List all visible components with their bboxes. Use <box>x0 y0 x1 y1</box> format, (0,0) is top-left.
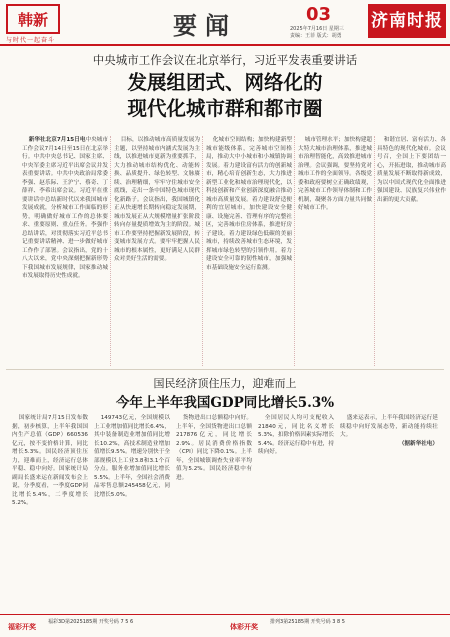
second-column-3 <box>176 414 252 612</box>
lead-headline-line-1: 发展组团式、网络化的 <box>127 71 323 94</box>
logo-slogan: 与时代一起奋斗 <box>6 37 56 44</box>
masthead-divider <box>0 44 450 46</box>
lead-column-3-text: 化城市空间结构；加快构建新型城市能级体系，完善城市空间格局，推动大中小城市和小城镇协调发展。着力建设富有活力的创新城市，精心培育创新生态，大力推进新型工业化和城市治理现代化，以科技创新和产业创新深度融合推动城市高质量发展。着力建设舒适便利的宜居城市，加快建设安全健康、设施完善、管理有序的完整社区，完善城市住房体系，推进好房子建设。着力建设绿色低碳的美丽城市，持续改善城市生态环境，发挥城市绿色转型的引领作用。着力建设安全可靠的韧性城市，加强城市基础设施安全运行监测。 <box>206 137 292 271</box>
page-number: 03 <box>306 4 332 25</box>
section-title: 要闻 <box>173 12 237 40</box>
second-kicker: 国民经济顶住压力，迎难而上 <box>153 377 297 390</box>
lead-column-1 <box>22 136 108 368</box>
lead-column-5-text: 和谐宜居、富有活力、各具特色的现代化城市。会议号召，全国上下要团结一心，开拓进取，推动城市高质量发展不断取得新成效，为以中国式现代化全面推进强国建设、民族复兴伟业作出新的更大贡献。 <box>377 137 446 203</box>
second-column-1-text: 国家统计局7月15日发布数据，初步核算，上半年我国国内生产总值（GDP）660536亿元，按不变价格计算，同比增长5.3%。国民经济顶住压力，迎难而上，经济运行总体平稳、稳中向好。国家统计局副局长盛来运在新闻发布会上说，分季度看，一季度GDP同比增长5.4%，二季度增长5.2%。 <box>12 415 88 506</box>
sports-lottery-results: 排列3第25185期 开奖号码 3 8 5 <box>270 619 345 625</box>
dateline: 新华社北京7月15日电 <box>28 137 86 143</box>
lead-column-5 <box>377 136 446 368</box>
column-divider <box>202 136 203 366</box>
second-column-2-text: 149743亿元，全国规模以上工业增加值同比增长6.4%，其中装备制造业增加值同比增长10.2%，高技术制造业增加值增长9.5%。增速分别快于全部规模以上工业3.8和3.1个百分点。服务业增加值同比增长5.5%。上半年，全国社会消费品零售总额245458亿元，同比增长5.0%。 <box>94 415 170 498</box>
newspaper-logo: 韩新 <box>6 4 60 34</box>
column-divider <box>294 136 295 366</box>
issue-date: 2025年7月16日 星期三 <box>290 26 344 32</box>
welfare-lottery-results: 福彩3D第2025185期 开奖号码 7 5 6 <box>48 619 134 625</box>
lead-column-4-text: 城市管理水平；加快构建超大特大城市治理体系，推进城市治理智能化，高效推进城市治理。会议强调，要坚持党对城市工作的全面领导。各级党委和政府要树立正确政绩观，完善城市工作领导体制和工作机制，凝聚各方面力量共同做好城市工作。 <box>298 137 372 211</box>
lead-headline <box>0 70 450 122</box>
lead-column-4 <box>298 136 372 368</box>
second-column-1 <box>12 414 88 612</box>
lead-column-2-text: 目标，以推动城市高质量发展为主题，以坚持城市内涵式发展为主线，以推进城市更新为重要抓手，大力推动城市结构优化、动能转换、品质提升、绿色转型、文脉赓续、治理精细，牢牢守住城市安全底线，走出一条中国特色城市现代化新路子。会议指出，我国城镇化正从快速增长期转向稳定发展期，城市发展正从大规模增量扩张阶段转向存量提质增效为主的阶段。城市工作要坚持把握新发展阶段，转变城市发展方式。要牢牢把握人民城市的根本属性，更好满足人民群众对美好生活的需要。 <box>114 137 200 262</box>
column-divider <box>110 136 111 366</box>
second-column-2 <box>94 414 170 612</box>
sports-lottery-label: 体彩开奖 <box>230 623 258 631</box>
lead-column-2 <box>114 136 200 368</box>
lead-headline-line-2: 现代化城市群和都市圈 <box>127 97 323 120</box>
second-column-5 <box>340 414 438 612</box>
second-column-4-text: 全国居民人均可支配收入21840元，同比名义增长5.3%，扣除价格因素实际增长5.4%。经济运行稳中有进，持续向好。 <box>258 415 334 455</box>
editor-credit: 责编：王菲 版式：胡勇 <box>290 33 342 39</box>
brand-logo: 济南时报 <box>368 4 446 38</box>
lottery-footer <box>0 614 450 637</box>
second-column-3-text: 货物进出口总额稳中向好。上半年，全国货物进出口总额217876亿元，同比增长2.9%。居民消费价格指数（CPI）同比下降0.1%。上半年，全国城镇调查失业率平均值为5.2%。国民经济稳中有进。 <box>176 415 252 481</box>
welfare-lottery-label: 福彩开奖 <box>8 623 36 631</box>
masthead <box>0 0 450 46</box>
second-headline: 今年上半年我国GDP同比增长5.3% <box>115 395 335 411</box>
second-column-5-text: 盛来运表示，上半年我国经济运行延续稳中向好发展态势，新动能持续壮大。 <box>340 415 438 438</box>
lead-column-1-text: 中央城市工作会议7月14日至15日在北京举行。中共中央总书记、国家主席、中央军委主席习近平出席会议并发表重要讲话。中共中央政治局常委李强、赵乐际、王沪宁、蔡奇、丁薛祥、李希出席会议。习近平在重要讲话中总结新时代以来我国城市发展成就，分析城市工作面临的形势，明确做好城市工作的总体要求、重要原则、重点任务。李强作总结讲话，对贯彻落实习近平总书记重要讲话精神、进一步做好城市工作作了部署。会议指出，党的十八大以来，党中央深刻把握新形势下我国城市发展规律，国家推动城市发展取得历史性成就。 <box>22 137 108 279</box>
second-column-4 <box>258 414 334 612</box>
source-credit: （据新华社电） <box>398 440 438 447</box>
lead-kicker: 中央城市工作会议在北京举行，习近平发表重要讲话 <box>92 53 358 67</box>
column-divider <box>374 136 375 366</box>
lead-column-3 <box>206 136 292 368</box>
article-divider <box>6 369 444 370</box>
